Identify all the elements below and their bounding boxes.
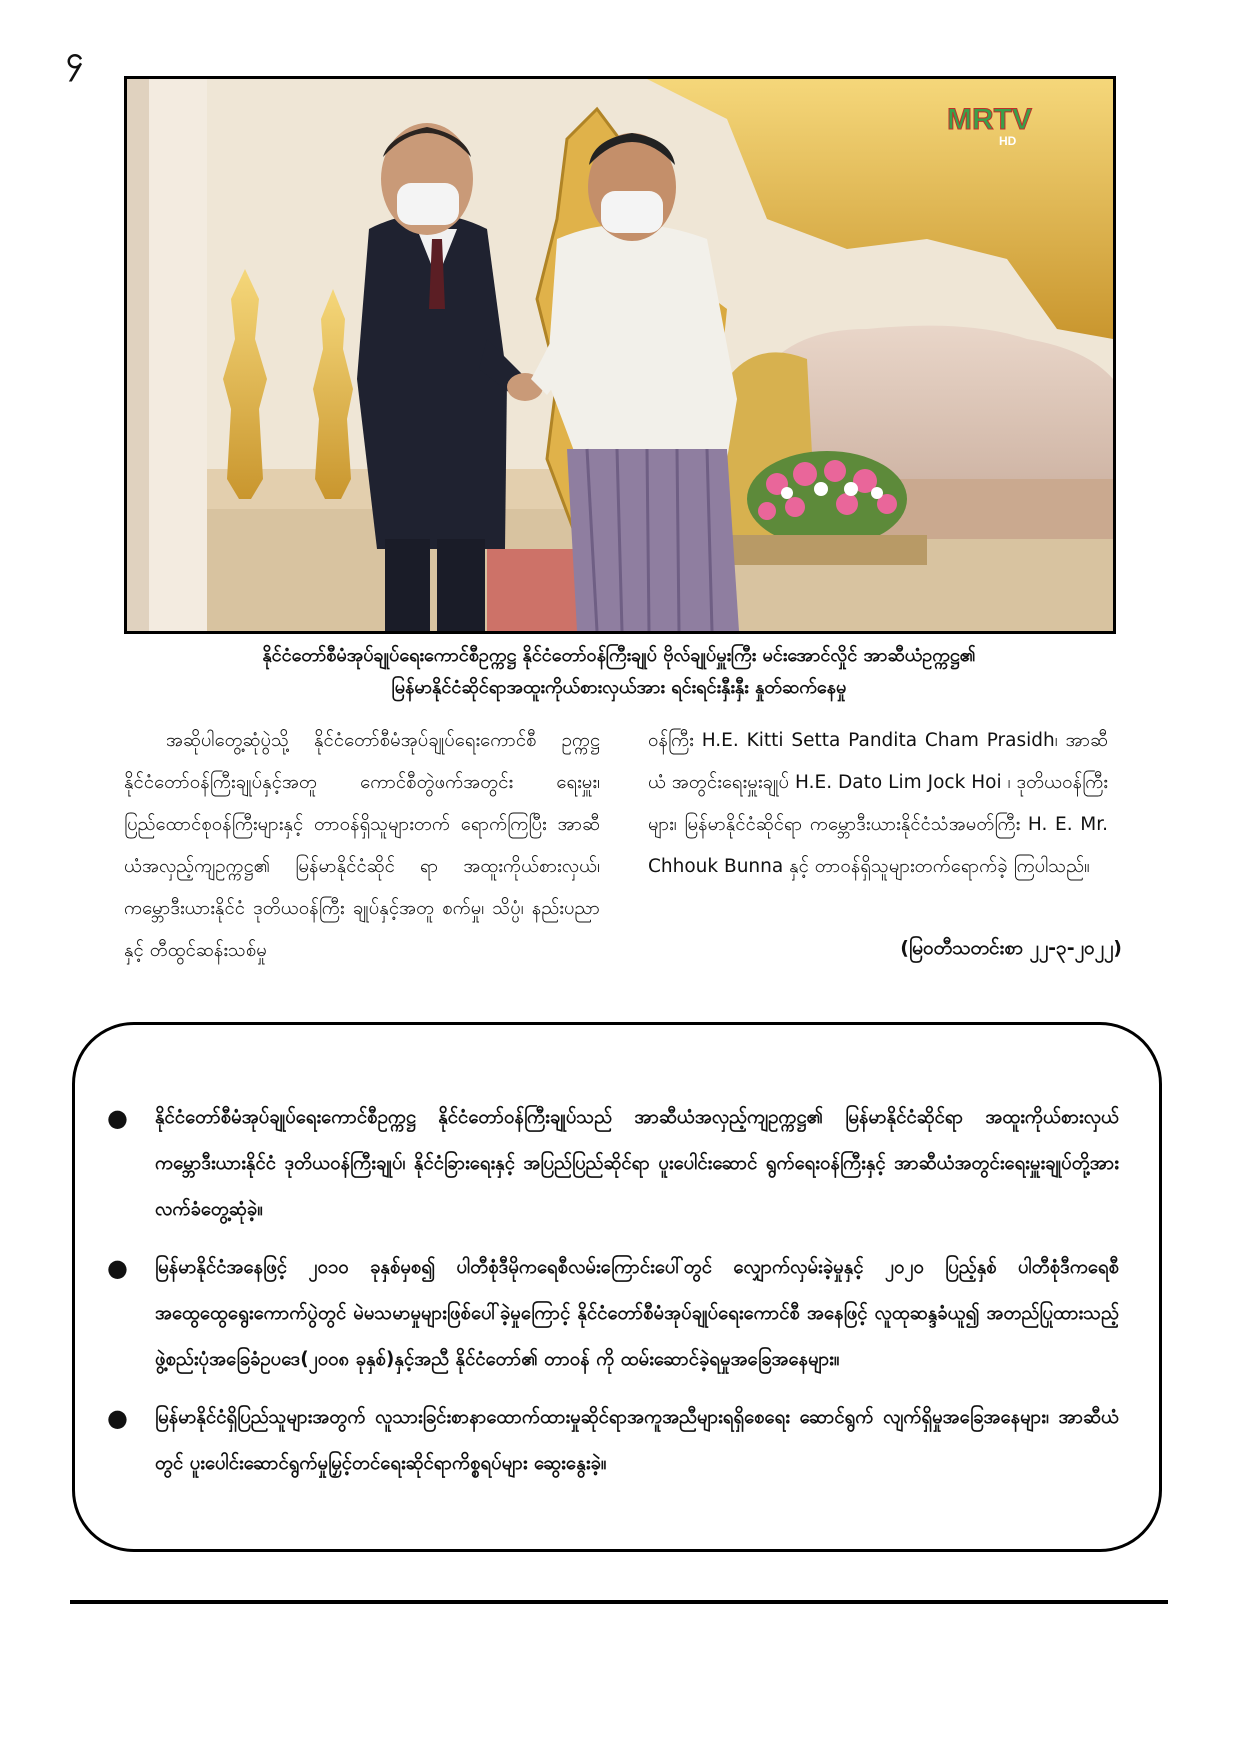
summary-item [107,1395,1119,1487]
summary-item [107,1245,1119,1383]
mrtv-hd-label: HD [999,134,1017,148]
article-source: (မြဝတီသတင်းစာ ၂၂-၃-၂၀၂၂) [900,937,1122,959]
bullet-icon: ● [107,1404,128,1432]
mrtv-logo: MRTV [947,103,1032,136]
page-number: ၄ [66,41,83,76]
bottom-divider [70,1600,1168,1604]
summary-item-text: မြန်မာနိုင်ငံအနေဖြင့် ၂၀၁၀ ခုနှစ်မှစ၍ ပါတီစုံဒီမိုကရေစီလမ်းကြောင်းပေါ်တွင် လျှောက်လှမ်းခဲ့မှုနှင့် ၂၀၂၀ ပြည့်နှစ် ပါတီစုံဒီကရေစီအထွေထွေရွေးကောက်ပွဲတွင် မဲမသမာမှုများဖြစ်ပေါ်ခဲ့မှုကြောင့် နိုင်ငံတော်စီမံအုပ်ချုပ်ရေးကောင်စီ အနေဖြင့် လူထုဆန္ဒခံယူ၍ အတည်ပြုထားသည့် ဖွဲ့စည်းပုံအခြေခံဥပဒေ(၂၀၀၈ ခုနှစ်)နှင့်အညီ နိုင်ငံတော်၏ တာဝန် ကို ထမ်းဆောင်ခဲ့ရမှုအခြေအနေများ။ [155,1257,1119,1370]
news-photo [124,76,1116,634]
caption-line-1: နိုင်ငံတော်စီမံအုပ်ချုပ်ရေးကောင်စီဥက္ကဋ္ဌ နိုင်ငံတော်ဝန်ကြီးချုပ် ဗိုလ်ချုပ်မှူးကြီး မင်းအောင်လှိုင် အာဆီယံဥက္ကဋ္ဌ၏ [262,645,976,666]
caption-line-2: မြန်မာနိုင်ငံဆိုင်ရာအထူးကိုယ်စားလှယ်အား ရင်းရင်းနှီးနှီး နှုတ်ဆက်နေမှု [391,677,847,698]
photo-caption [124,640,1114,704]
summary-list [107,1095,1119,1499]
summary-item-text: နိုင်ငံတော်စီမံအုပ်ချုပ်ရေးကောင်စီဥက္ကဋ္ဌ နိုင်ငံတော်ဝန်ကြီးချုပ်သည် အာဆီယံအလှည့်ကျဥက္ကဋ္ဌ၏ မြန်မာနိုင်ငံဆိုင်ရာ အထူးကိုယ်စားလှယ် ကမ္ဘောဒီးယားနိုင်ငံ ဒုတိယဝန်ကြီးချုပ်၊ နိုင်ငံခြားရေးနှင့် အပြည်ပြည်ဆိုင်ရာ ပူးပေါင်းဆောင် ရွက်ရေးဝန်ကြီးနှင့် အာဆီယံအတွင်းရေးမှူးချုပ်တို့အား လက်ခံတွေ့ဆုံခဲ့။ [155,1107,1119,1220]
bullet-icon: ● [107,1104,128,1132]
bullet-icon: ● [107,1254,128,1282]
article-left-column: အဆိုပါတွေ့ဆုံပွဲသို့ နိုင်ငံတော်စီမံအုပ်ချုပ်ရေးကောင်စီ ဥက္ကဋ္ဌ နိုင်ငံတော်ဝန်ကြီးချုပ်နှင့်အတူ ကောင်စီတွဲဖက်အတွင်း ရေးမှူး၊ ပြည်ထောင်စုဝန်ကြီးများနှင့် တာဝန်ရှိသူများတက် ရောက်ကြပြီး အာဆီယံအလှည့်ကျဥက္ကဋ္ဌ၏ မြန်မာနိုင်ငံဆိုင် ရာ အထူးကိုယ်စားလှယ်၊ ကမ္ဘောဒီးယားနိုင်ငံ ဒုတိယဝန်ကြီး ချုပ်နှင့်အတူ စက်မှု၊ သိပ္ပံ၊ နည်းပညာနှင့် တီထွင်ဆန်းသစ်မှု [124,730,600,961]
summary-item [107,1095,1119,1233]
article-right-column: ဝန်ကြီး H.E. Kitti Setta Pandita Cham Prasidh၊ အာဆီယံ အတွင်းရေးမှူးချုပ် H.E. Dato Lim Jock Hoi ၊ ဒုတိယဝန်ကြီး များ၊ မြန်မာနိုင်ငံဆိုင်ရာ ကမ္ဘောဒီးယားနိုင်ငံသံအမတ်ကြီး H. E. Mr. Chhouk Bunna နှင့် တာဝန်ရှိသူများတက်ရောက်ခဲ့ ကြပါသည်။ [648,730,1108,877]
summary-box [72,1022,1162,1552]
summary-item-text: မြန်မာနိုင်ငံရှိပြည်သူများအတွက် လူသားခြင်းစာနာထောက်ထားမှုဆိုင်ရာအကူအညီများရရှိစေရေး ဆောင်ရွက် လျက်ရှိမှုအခြေအနေများ၊ အာဆီယံတွင် ပူးပေါင်းဆောင်ရွက်မှုမြှင့်တင်ရေးဆိုင်ရာကိစ္စရပ်များ ဆွေးနွေးခဲ့။ [155,1407,1119,1474]
